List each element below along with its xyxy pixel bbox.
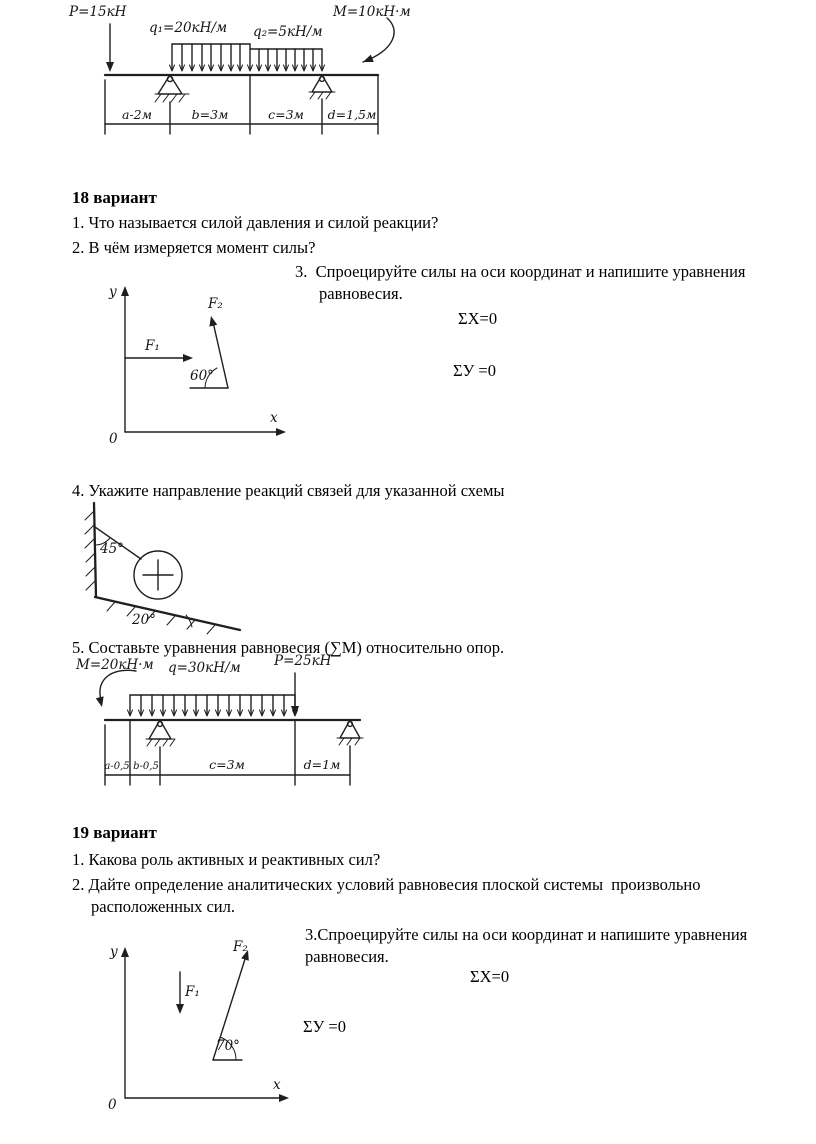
cylinder [134, 551, 182, 599]
y-axis-arrowhead [121, 947, 129, 957]
load-q2-label: q₂=5кН/м [253, 24, 323, 40]
axes-diagram-variant18 [95, 280, 300, 448]
beam-diagram-question5 [68, 655, 393, 795]
dim-c: c=3м [268, 107, 304, 122]
origin-label: 0 [108, 1097, 117, 1113]
x-axis-label: x [273, 1077, 281, 1093]
force-f2-label: F₂ [208, 296, 223, 312]
incline-hatching [107, 602, 215, 634]
distributed-load-arrows [130, 695, 295, 715]
axes-diagram-variant19 [100, 940, 305, 1112]
force-f1-arrowhead [176, 1004, 184, 1014]
variant18-heading: 18 вариант [72, 188, 157, 207]
beam-diagram-top [65, 2, 411, 144]
y-axis-arrowhead [121, 286, 129, 296]
force-f2-arrowhead [209, 316, 217, 327]
angle-45-label: 45° [100, 541, 124, 557]
moment-arrowhead [363, 55, 374, 62]
y-axis-label: y [109, 284, 117, 300]
variant19-heading: 19 вариант [72, 823, 157, 842]
origin-label: 0 [109, 431, 118, 447]
moment-arrowhead [96, 696, 104, 707]
x-axis-arrowhead [279, 1094, 289, 1102]
dim-a: а-0,5 [104, 761, 130, 772]
angle-value-label: 70° [216, 1038, 240, 1054]
variant18-question-2: 2. В чём измеряется момент силы? [72, 238, 316, 257]
force-p-label: P=25кН [274, 653, 332, 669]
pin-support-right [337, 720, 363, 745]
dimension-lines [105, 75, 378, 134]
variant19-equation-sum-x: ΣХ=0 [470, 967, 510, 986]
wall-line [94, 503, 96, 597]
variant18-question-1: 1. Что называется силой давления и силой реакции? [72, 213, 439, 232]
dim-b: b=3м [191, 107, 229, 122]
moment-label: М=20кН·м [76, 657, 154, 673]
pin-support-left [146, 720, 175, 746]
variant19-equation-sum-y: ΣУ =0 [303, 1017, 346, 1036]
distributed-load-arrowheads [128, 710, 298, 716]
variant19-question-2-line2: расположенных сил. [91, 897, 235, 916]
variant18-question-3-line1: 3. Спроецируйте силы на оси координат и напишите уравнения [295, 262, 746, 281]
angle-20-label: 20° [132, 612, 156, 628]
variant18-question-4: 4. Укажите направление реакций связей для указанной схемы [72, 481, 505, 500]
load-q1-label: q₁=20кН/м [149, 20, 228, 36]
variant19-question-2-line1: 2. Дайте определение аналитических условий равновесия плоской системы произвольно [72, 875, 701, 894]
variant18-question-3-line2: равновесия. [319, 284, 403, 303]
incline-cylinder-diagram [70, 497, 255, 639]
angle-value-label: 60° [190, 368, 214, 384]
angle-20-arc [186, 615, 192, 627]
dim-b: b-0,5 [133, 761, 159, 772]
variant18-equation-sum-y: ΣУ =0 [453, 361, 496, 380]
dim-d: d=1,5м [327, 107, 377, 122]
variant18-question-5: 5. Составьте уравнения равновесия (∑М) относительно опор. [72, 638, 505, 657]
x-axis-label: x [270, 410, 278, 426]
moment-arrow [363, 18, 394, 62]
variant19-question-3-line1: 3.Спроецируйте силы на оси координат и напишите уравнения [305, 925, 748, 944]
force-f2-label: F₂ [233, 939, 248, 955]
variant18-equation-sum-x: ΣХ=0 [458, 309, 498, 328]
force-f1-label: F₁ [145, 338, 160, 354]
dim-d: d=1м [303, 757, 341, 772]
distributed-load-arrowheads [170, 65, 325, 71]
force-f1-arrowhead [183, 354, 193, 362]
x-axis-arrowhead [276, 428, 286, 436]
variant19-question-3-line2: равновесия. [305, 947, 389, 966]
force-f2-vector [213, 322, 228, 388]
force-p-arrowhead [106, 62, 114, 72]
pin-support-right [309, 75, 335, 99]
pin-support-left [155, 75, 189, 102]
variant19-question-1: 1. Какова роль активных и реактивных сил? [72, 850, 381, 869]
dim-c: c=3м [209, 757, 245, 772]
load-q-label: q=30кН/м [168, 660, 241, 676]
dimension-lines [105, 720, 350, 785]
y-axis-label: y [110, 944, 118, 960]
force-f1-label: F₁ [185, 984, 200, 1000]
force-p-label: P=15кН [69, 4, 127, 20]
dim-a: a-2м [122, 107, 152, 122]
moment-label: М=10кН·м [333, 4, 411, 20]
